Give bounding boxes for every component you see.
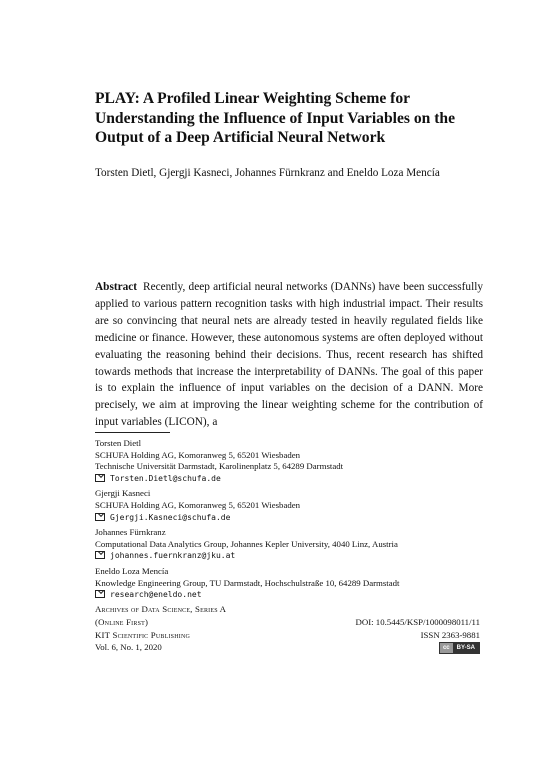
license-label: BY-SA: [453, 643, 479, 653]
abstract-text: Recently, deep artificial neural networks (DANNs) have been successfully applied to various pattern recognition tasks with high industrial impact. Their results are so convincing that neural nets are already tested in heavily regulated fields like medicine or finance. However, these autonomous systems are often deployed without evaluating the reasoning behind their decisions. Thus, recent research has shifted towards methods that increase the interpretability of DANNs. The goal of this paper is to explain the influence of input variables on the decision of a DANN. More precisely, we aim at improving the linear weighting scheme for the contribution of input variables (LICON), a: [95, 281, 483, 429]
affiliation-block: [95, 438, 495, 484]
volume-info: Vol. 6, No. 1, 2020: [95, 642, 162, 653]
affiliation-email[interactable]: Torsten.Dietl@schufa.de: [110, 473, 221, 483]
affiliation-email-row: [95, 550, 495, 562]
affiliation-name: Johannes Fürnkranz: [95, 527, 166, 538]
envelope-icon: [95, 551, 105, 559]
abstract: [95, 279, 483, 431]
affiliation-line: Computational Data Analytics Group, Johannes Kepler University, 4040 Linz, Austria: [95, 538, 398, 549]
publisher-name: KIT Scientific Publishing: [95, 629, 191, 640]
affiliation-name: Gjergji Kasneci: [95, 488, 151, 499]
author-affiliations: [95, 438, 495, 605]
affiliation-email-row: [95, 473, 495, 485]
affiliation-name: Torsten Dietl: [95, 438, 142, 448]
envelope-icon: [95, 590, 105, 598]
envelope-icon: [95, 474, 105, 482]
affiliation-email[interactable]: johannes.fuernkranz@jku.at: [110, 551, 236, 561]
affiliation-line: Technische Universität Darmstadt, Karolinenplatz 5, 64289 Darmstadt: [95, 461, 344, 472]
affiliation-email[interactable]: research@eneldo.net: [110, 590, 202, 600]
affiliation-line: SCHUFA Holding AG, Komoranweg 5, 65201 Wiesbaden: [95, 499, 301, 510]
affiliation-block: [95, 527, 495, 562]
envelope-icon: [95, 513, 105, 521]
affiliation-block: [95, 488, 495, 523]
abstract-heading: Abstract: [95, 281, 138, 293]
doi[interactable]: DOI: 10.5445/KSP/1000098011/11: [355, 616, 480, 627]
paper-title: PLAY: A Profiled Linear Weighting Scheme for Understanding the Influence of Input Variables on the Output of a Deep Artificial Neural Network: [95, 90, 456, 146]
author-list: Torsten Dietl, Gjergji Kasneci, Johannes Fürnkranz and Eneldo Loza Mencía: [95, 167, 440, 179]
cc-logo-icon: cc: [440, 643, 453, 653]
affiliation-email-row: [95, 589, 495, 601]
publication-info: [95, 603, 480, 654]
affiliation-email[interactable]: Gjergji.Kasneci@schufa.de: [110, 512, 231, 522]
cc-by-sa-badge[interactable]: [439, 642, 480, 654]
issn: ISSN 2363-9881: [420, 629, 480, 640]
journal-name: Archives of Data Science, Series A: [95, 604, 227, 614]
online-first-label: (Online First): [95, 616, 149, 627]
affiliation-line: SCHUFA Holding AG, Komoranweg 5, 65201 Wiesbaden: [95, 449, 301, 460]
footnote-rule: [95, 432, 170, 433]
affiliation-line: Knowledge Engineering Group, TU Darmstadt, Hochschulstraße 10, 64289 Darmstadt: [95, 577, 400, 588]
affiliation-block: [95, 566, 495, 601]
affiliation-name: Eneldo Loza Mencía: [95, 565, 169, 576]
affiliation-email-row: [95, 512, 495, 524]
